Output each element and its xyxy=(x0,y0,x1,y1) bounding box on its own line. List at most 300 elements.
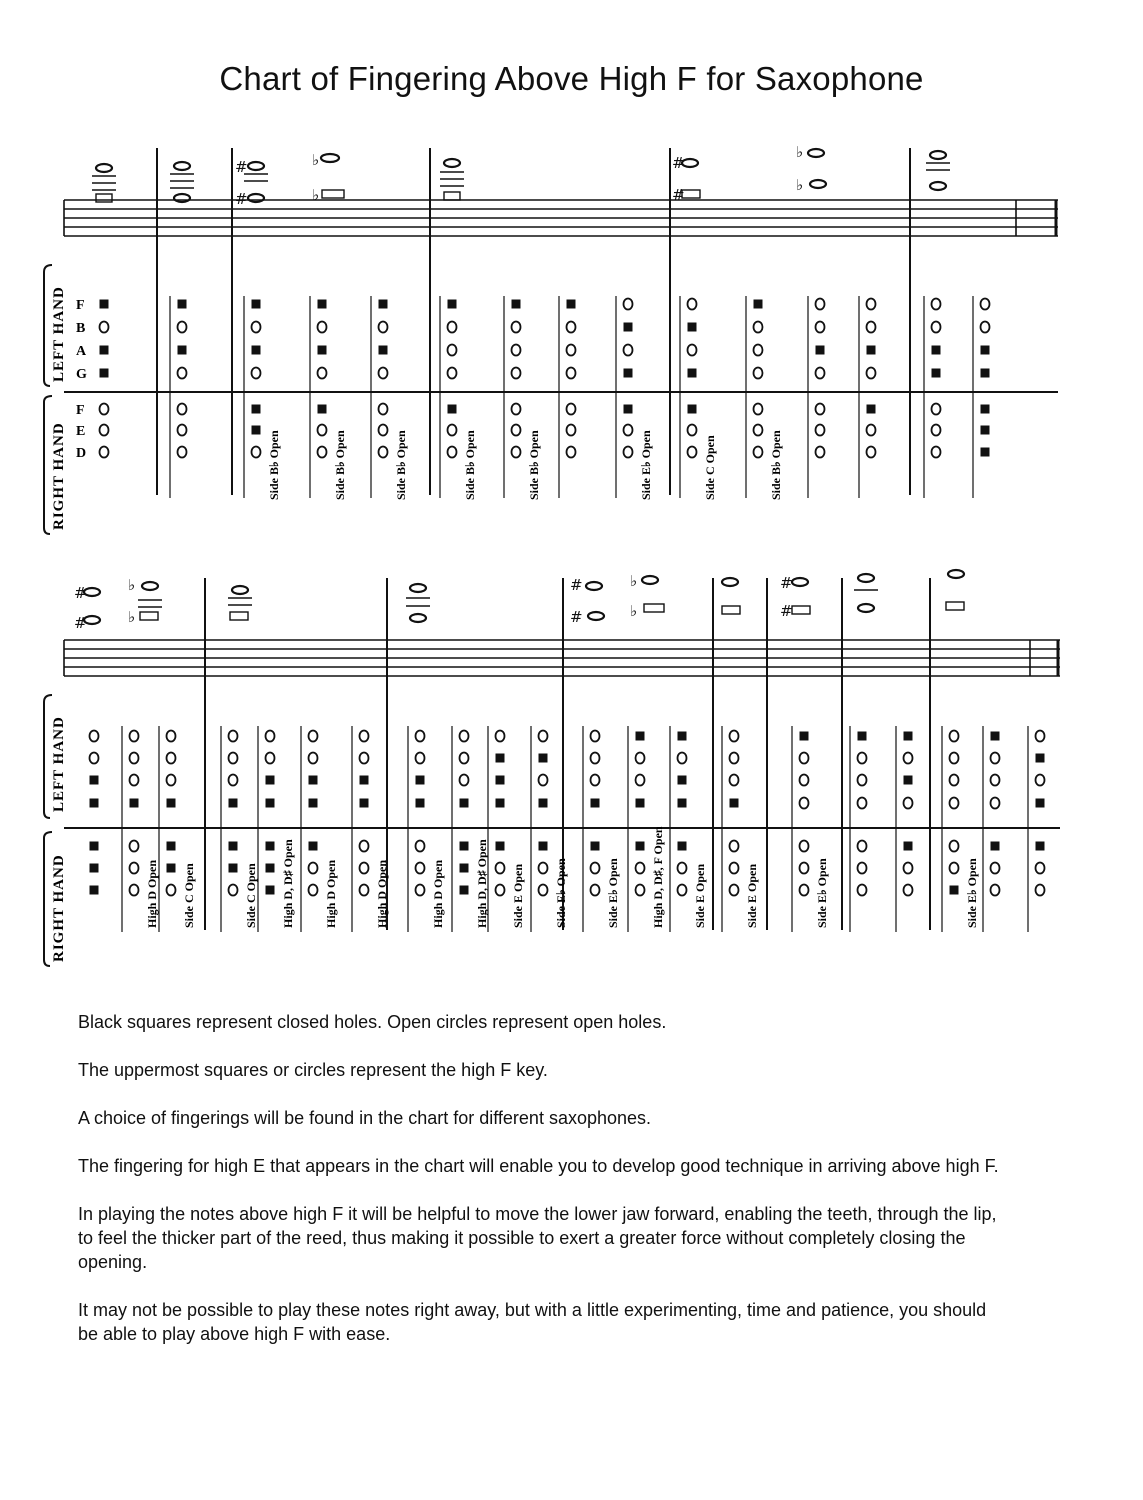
open-hole xyxy=(991,753,1000,764)
open-hole xyxy=(460,731,469,742)
closed-hole xyxy=(266,799,275,808)
closed-hole xyxy=(229,842,238,851)
closed-hole xyxy=(591,799,600,808)
open-hole xyxy=(904,798,913,809)
open-hole xyxy=(167,753,176,764)
svg-text:#: # xyxy=(672,154,685,172)
closed-hole xyxy=(460,864,469,873)
closed-hole xyxy=(512,300,521,309)
fingering-column xyxy=(310,296,347,500)
open-hole xyxy=(416,841,425,852)
open-hole xyxy=(904,753,913,764)
open-hole xyxy=(932,425,941,436)
open-hole xyxy=(591,863,600,874)
right-hand-label-2: RIGHT HAND xyxy=(51,854,67,962)
open-hole xyxy=(512,425,521,436)
open-hole xyxy=(1036,775,1045,786)
closed-hole xyxy=(730,799,739,808)
open-hole xyxy=(991,775,1000,786)
fingering-column xyxy=(559,296,576,498)
open-hole xyxy=(448,368,457,379)
open-hole xyxy=(688,447,697,458)
open-hole xyxy=(360,753,369,764)
hand-labels-2 xyxy=(44,695,67,966)
open-hole xyxy=(904,885,913,896)
open-hole xyxy=(950,775,959,786)
open-hole xyxy=(730,753,739,764)
closed-hole xyxy=(1036,799,1045,808)
closed-hole xyxy=(678,799,687,808)
fingering-note: Side B♭ Open xyxy=(394,430,408,500)
note-paragraph: In playing the notes above high F it will be helpful to move the lower jaw forward, enabling the teeth, through the lip, to feel the thicker part of the reed, thus making it possible to exert a greater force without completely closing the opening. xyxy=(78,1204,997,1272)
open-hole xyxy=(624,425,633,436)
open-hole xyxy=(754,404,763,415)
open-hole xyxy=(539,775,548,786)
open-hole xyxy=(379,404,388,415)
closed-hole xyxy=(678,842,687,851)
fingering-column xyxy=(859,296,876,498)
open-hole xyxy=(867,322,876,333)
fingering-column xyxy=(746,296,783,500)
open-hole xyxy=(416,863,425,874)
open-hole xyxy=(567,322,576,333)
open-hole xyxy=(167,885,176,896)
closed-hole xyxy=(688,323,697,332)
open-hole xyxy=(448,345,457,356)
closed-hole xyxy=(448,405,457,414)
open-hole xyxy=(800,798,809,809)
fingering-note: Side E♭ Open xyxy=(815,858,829,928)
open-hole xyxy=(360,841,369,852)
closed-hole xyxy=(252,426,261,435)
open-hole xyxy=(730,731,739,742)
closed-hole xyxy=(496,754,505,763)
closed-hole xyxy=(539,799,548,808)
closed-hole xyxy=(1036,842,1045,851)
note-paragraph: It may not be possible to play these notes right away, but with a little experimenting, time and patience, you should be able to play above high F with ease. xyxy=(78,1300,987,1344)
note-paragraph: The fingering for high E that appears in the chart will enable you to develop good technique in arriving above high F. xyxy=(78,1156,999,1176)
open-hole xyxy=(130,863,139,874)
open-hole xyxy=(100,447,109,458)
note-paragraph: Black squares represent closed holes. Open circles represent open holes. xyxy=(78,1012,667,1032)
open-hole xyxy=(448,447,457,458)
open-hole xyxy=(591,731,600,742)
open-hole xyxy=(167,775,176,786)
fingering-column xyxy=(440,296,477,500)
fingering-note: Side B♭ Open xyxy=(333,430,347,500)
open-hole xyxy=(754,447,763,458)
note-symbols-1 xyxy=(92,143,950,208)
open-hole xyxy=(567,425,576,436)
key-label: G xyxy=(76,367,87,382)
note-paragraph: A choice of fingerings will be found in the chart for different saxophones. xyxy=(78,1108,652,1128)
closed-hole xyxy=(496,776,505,785)
open-hole xyxy=(858,863,867,874)
open-hole xyxy=(636,863,645,874)
open-hole xyxy=(932,404,941,415)
fingering-note: High D Open xyxy=(145,859,159,928)
open-hole xyxy=(229,885,238,896)
open-hole xyxy=(1036,731,1045,742)
key-labels-1 xyxy=(76,298,87,461)
closed-hole xyxy=(932,369,941,378)
closed-hole xyxy=(252,300,261,309)
closed-hole xyxy=(624,323,633,332)
closed-hole xyxy=(636,842,645,851)
fingering-note: High D Open xyxy=(431,859,445,928)
closed-hole xyxy=(130,799,139,808)
closed-hole xyxy=(636,799,645,808)
open-hole xyxy=(229,775,238,786)
open-hole xyxy=(754,345,763,356)
open-hole xyxy=(130,841,139,852)
closed-hole xyxy=(678,732,687,741)
open-hole xyxy=(512,345,521,356)
open-hole xyxy=(981,322,990,333)
open-hole xyxy=(130,885,139,896)
fingering-note: Side B♭ Open xyxy=(769,430,783,500)
open-hole xyxy=(932,322,941,333)
open-hole xyxy=(858,775,867,786)
svg-text:#: # xyxy=(780,574,793,592)
open-hole xyxy=(688,299,697,310)
open-hole xyxy=(360,885,369,896)
closed-hole xyxy=(167,799,176,808)
fingering-note: Side B♭ Open xyxy=(463,430,477,500)
left-hand-label-2: LEFT HAND xyxy=(51,716,67,812)
open-hole xyxy=(100,425,109,436)
closed-hole xyxy=(688,369,697,378)
open-hole xyxy=(567,345,576,356)
open-hole xyxy=(416,731,425,742)
closed-hole xyxy=(678,776,687,785)
open-hole xyxy=(591,775,600,786)
closed-hole xyxy=(318,346,327,355)
open-hole xyxy=(309,885,318,896)
open-hole xyxy=(730,863,739,874)
open-hole xyxy=(90,731,99,742)
fingering-column xyxy=(973,296,990,498)
open-hole xyxy=(567,447,576,458)
open-hole xyxy=(904,863,913,874)
open-hole xyxy=(460,753,469,764)
fingering-column xyxy=(100,300,109,458)
open-hole xyxy=(379,322,388,333)
svg-text:#: # xyxy=(570,576,583,594)
open-hole xyxy=(460,775,469,786)
fingering-column xyxy=(170,296,187,498)
open-hole xyxy=(754,425,763,436)
open-hole xyxy=(512,322,521,333)
open-hole xyxy=(932,299,941,310)
open-hole xyxy=(252,368,261,379)
fingering-note: Side B♭ Open xyxy=(267,430,281,500)
open-hole xyxy=(100,404,109,415)
open-hole xyxy=(688,345,697,356)
svg-text:#: # xyxy=(235,190,248,208)
open-hole xyxy=(800,885,809,896)
closed-hole xyxy=(178,346,187,355)
open-hole xyxy=(950,863,959,874)
open-hole xyxy=(800,841,809,852)
key-label: F xyxy=(76,403,85,418)
open-hole xyxy=(539,885,548,896)
closed-hole xyxy=(950,886,959,895)
open-hole xyxy=(800,775,809,786)
open-hole xyxy=(130,753,139,764)
open-hole xyxy=(512,447,521,458)
open-hole xyxy=(100,322,109,333)
closed-hole xyxy=(1036,754,1045,763)
left-hand-label: LEFT HAND xyxy=(51,286,67,382)
svg-text:♭: ♭ xyxy=(312,186,320,204)
hand-labels-1 xyxy=(44,265,67,534)
closed-hole xyxy=(309,842,318,851)
open-hole xyxy=(379,447,388,458)
fingering-note: Side E♭ Open xyxy=(965,858,979,928)
fingering-note: High D Open xyxy=(324,859,338,928)
closed-hole xyxy=(252,346,261,355)
open-hole xyxy=(591,885,600,896)
open-hole xyxy=(858,841,867,852)
closed-hole xyxy=(496,799,505,808)
svg-text:#: # xyxy=(780,602,793,620)
open-hole xyxy=(309,863,318,874)
fingering-note: Side C Open xyxy=(244,863,258,928)
open-hole xyxy=(252,322,261,333)
key-label: E xyxy=(76,424,86,439)
open-hole xyxy=(730,775,739,786)
open-hole xyxy=(379,425,388,436)
key-label: B xyxy=(76,321,86,336)
closed-hole xyxy=(904,776,913,785)
closed-hole xyxy=(229,799,238,808)
fingering-note: Side E♭ Open xyxy=(606,858,620,928)
svg-text:#: # xyxy=(74,614,87,632)
closed-hole xyxy=(167,842,176,851)
open-hole xyxy=(318,322,327,333)
closed-hole xyxy=(981,369,990,378)
closed-hole xyxy=(991,842,1000,851)
closed-hole xyxy=(90,799,99,808)
closed-hole xyxy=(318,300,327,309)
fingering-note: Side C Open xyxy=(703,435,717,500)
closed-hole xyxy=(539,842,548,851)
open-hole xyxy=(496,885,505,896)
closed-hole xyxy=(266,886,275,895)
fingering-note: High D, D♯ Open xyxy=(475,839,489,928)
staff-1 xyxy=(64,200,1058,236)
fingering-column xyxy=(504,296,541,500)
fingering-note: Side E♭ Open xyxy=(554,858,568,928)
fingering-note: Side E Open xyxy=(745,863,759,928)
right-hand-label: RIGHT HAND xyxy=(51,422,67,530)
open-hole xyxy=(678,863,687,874)
open-hole xyxy=(754,322,763,333)
open-hole xyxy=(167,731,176,742)
closed-hole xyxy=(266,864,275,873)
svg-text:♭: ♭ xyxy=(630,602,638,620)
open-hole xyxy=(816,299,825,310)
open-hole xyxy=(858,753,867,764)
open-hole xyxy=(867,299,876,310)
closed-hole xyxy=(981,346,990,355)
svg-text:#: # xyxy=(235,158,248,176)
svg-text:♭: ♭ xyxy=(630,572,638,590)
closed-hole xyxy=(266,776,275,785)
open-hole xyxy=(309,753,318,764)
closed-hole xyxy=(167,864,176,873)
open-hole xyxy=(318,368,327,379)
open-hole xyxy=(816,368,825,379)
svg-text:♭: ♭ xyxy=(312,151,320,169)
key-label: A xyxy=(76,344,87,359)
open-hole xyxy=(816,322,825,333)
closed-hole xyxy=(416,776,425,785)
key-label: F xyxy=(76,298,85,313)
fingering-column xyxy=(90,731,99,895)
open-hole xyxy=(416,885,425,896)
closed-hole xyxy=(90,864,99,873)
open-hole xyxy=(90,753,99,764)
open-hole xyxy=(360,863,369,874)
closed-hole xyxy=(567,300,576,309)
closed-hole xyxy=(754,300,763,309)
closed-hole xyxy=(981,448,990,457)
closed-hole xyxy=(636,732,645,741)
closed-hole xyxy=(416,799,425,808)
open-hole xyxy=(636,753,645,764)
open-hole xyxy=(858,885,867,896)
open-hole xyxy=(624,299,633,310)
open-hole xyxy=(932,447,941,458)
closed-hole xyxy=(309,799,318,808)
open-hole xyxy=(816,447,825,458)
open-hole xyxy=(678,885,687,896)
closed-hole xyxy=(266,842,275,851)
open-hole xyxy=(1036,885,1045,896)
open-hole xyxy=(539,863,548,874)
svg-text:♭: ♭ xyxy=(128,608,136,626)
closed-hole xyxy=(688,405,697,414)
fingering-note: Side C Open xyxy=(182,863,196,928)
open-hole xyxy=(867,368,876,379)
closed-hole xyxy=(309,776,318,785)
closed-hole xyxy=(448,300,457,309)
closed-hole xyxy=(90,842,99,851)
open-hole xyxy=(178,404,187,415)
svg-text:#: # xyxy=(74,584,87,602)
open-hole xyxy=(688,425,697,436)
open-hole xyxy=(178,322,187,333)
open-hole xyxy=(229,753,238,764)
page-title: Chart of Fingering Above High F for Saxophone xyxy=(219,60,924,97)
open-hole xyxy=(229,731,238,742)
svg-text:♭: ♭ xyxy=(796,143,804,161)
closed-hole xyxy=(100,300,109,309)
closed-hole xyxy=(991,732,1000,741)
open-hole xyxy=(991,863,1000,874)
closed-hole xyxy=(229,864,238,873)
closed-hole xyxy=(360,799,369,808)
fingering-note: Side B♭ Open xyxy=(527,430,541,500)
closed-hole xyxy=(624,405,633,414)
fingering-column xyxy=(244,296,281,500)
closed-hole xyxy=(90,886,99,895)
open-hole xyxy=(991,885,1000,896)
closed-hole xyxy=(496,842,505,851)
fingering-note: High D Open xyxy=(375,859,389,928)
svg-text:♭: ♭ xyxy=(128,576,136,594)
open-hole xyxy=(567,368,576,379)
closed-hole xyxy=(867,405,876,414)
open-hole xyxy=(816,404,825,415)
open-hole xyxy=(636,885,645,896)
svg-text:#: # xyxy=(570,608,583,626)
open-hole xyxy=(309,731,318,742)
open-hole xyxy=(416,753,425,764)
fingering-column xyxy=(680,296,717,500)
closed-hole xyxy=(904,842,913,851)
open-hole xyxy=(178,425,187,436)
closed-hole xyxy=(100,346,109,355)
open-hole xyxy=(991,798,1000,809)
open-hole xyxy=(266,753,275,764)
closed-hole xyxy=(379,300,388,309)
fingering-column xyxy=(616,296,653,500)
closed-hole xyxy=(624,369,633,378)
fingering-note: High D, D♯, F Open xyxy=(651,826,665,928)
open-hole xyxy=(496,731,505,742)
closed-hole xyxy=(90,776,99,785)
open-hole xyxy=(130,775,139,786)
closed-hole xyxy=(981,426,990,435)
explanatory-notes xyxy=(78,1010,1008,1370)
open-hole xyxy=(130,731,139,742)
fingering-note: Side E♭ Open xyxy=(639,430,653,500)
svg-text:#: # xyxy=(672,186,685,204)
open-hole xyxy=(496,863,505,874)
svg-text:♭: ♭ xyxy=(796,176,804,194)
open-hole xyxy=(512,404,521,415)
closed-hole xyxy=(858,732,867,741)
closed-hole xyxy=(460,799,469,808)
open-hole xyxy=(318,425,327,436)
closed-hole xyxy=(379,346,388,355)
open-hole xyxy=(512,368,521,379)
open-hole xyxy=(360,731,369,742)
closed-hole xyxy=(981,405,990,414)
open-hole xyxy=(318,447,327,458)
note-symbols-2 xyxy=(74,570,964,632)
open-hole xyxy=(266,731,275,742)
closed-hole xyxy=(252,405,261,414)
open-hole xyxy=(624,447,633,458)
key-label: D xyxy=(76,446,87,461)
open-hole xyxy=(252,447,261,458)
open-hole xyxy=(1036,863,1045,874)
open-hole xyxy=(178,447,187,458)
open-hole xyxy=(448,425,457,436)
fingering-note: Side E Open xyxy=(511,863,525,928)
closed-hole xyxy=(360,776,369,785)
fingering-column xyxy=(808,296,825,498)
open-hole xyxy=(816,425,825,436)
open-hole xyxy=(730,885,739,896)
fingering-column xyxy=(371,296,408,500)
open-hole xyxy=(867,425,876,436)
open-hole xyxy=(754,368,763,379)
